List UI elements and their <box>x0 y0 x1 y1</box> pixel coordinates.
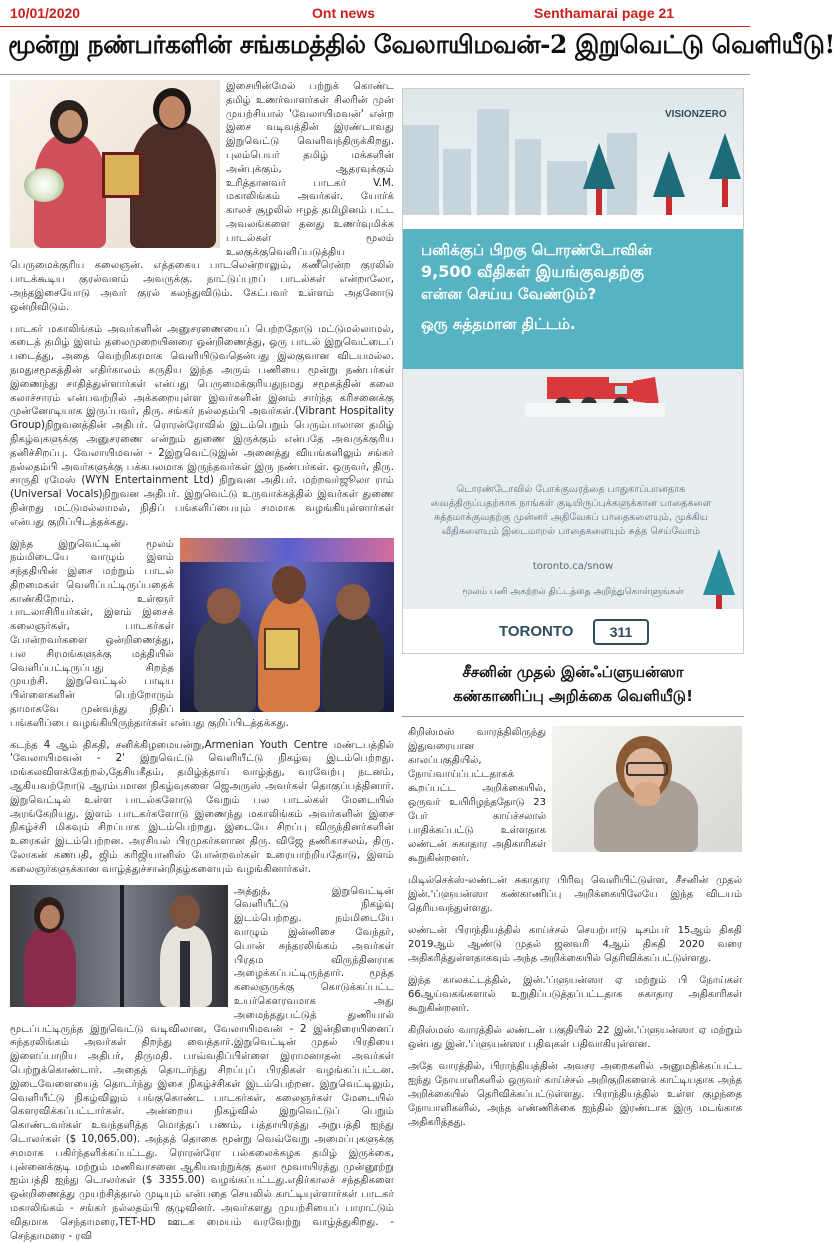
article-headline: மூன்று நண்பர்களின் சங்கமத்தில் வேலாயிமவன்-2 இறுவெட்டு வெளியீடு! <box>8 30 835 59</box>
visionzero-logo: VISIONZERO <box>665 109 727 120</box>
singers-award-photo <box>10 80 220 248</box>
flu-paragraph-4: இந்த காலகட்டத்தில், இன்.'ப்ளுயன்ஸா ஏ மற்றும் பி நோய்கள் 66ஆய்வகங்களால் உறுதிப்படுத்தப்பட்டதாக சுகாதார அதிகாரிகள் கூறுகின்றனர். <box>408 975 742 1014</box>
flu-title-line-2: கண்காணிப்பு அறிக்கை வெளியீடு! <box>453 687 693 705</box>
page-header <box>0 0 750 27</box>
article-paragraph-1: இசையின்மேல் பற்றுக் கொண்ட தமிழ் உணர்வாளர்கள் சிலரின் முன் முயற்சியால் 'வேலாயிமவன்' என்ற இசை வடிவத்தின் இரண்டாவது இறுவெட்டு வெளிவந்திருக்கிறது. புலம்பெயர் தமிழ் மக்களின் அன்புக்கும், ஆதரவுக்கும் உரித்தானவர் பாடகர் V.M. மகாலிங்கம் அவர்கள். யோர்க் காலச் சூழலில் ஈழத் தமிழினம் பட்ட அவலங்களை தனது உணர்வுமிக்க பாடல்கள் மூலம் உலகுக்குவெளிப்படுத்திய பெருமைக்குரிய கலைஞன். எத்தகைய பாடலென்றாலும், கணீரென்ற குரலில் பாடக்கூடிய குரல்வளம் அவருக்கு. நாட்டுப்புறப் பாடல்கள் என்றாலோ, அந்தஇசையோடு அவர் குரல் கலந்துவிடும். கேட்பவர் உள்ளம் அதனோடு ஒன்றிவிடும். <box>10 81 394 313</box>
stage-performers-photo <box>10 885 228 1007</box>
coughing-woman-photo <box>552 726 742 852</box>
ad-tagline: மூலம் பனி அகற்றல் திட்டத்தை அறிந்துகொள்ளுங்கள் <box>462 587 684 597</box>
three-friends-photo <box>180 538 394 712</box>
article-paragraph-3: இந்த இறுவெட்டின் மூலம் நம்மிடையே வாழும் இளம் சந்ததியின் இசை மற்றும் பாடல் திறமைகள் வெளிப்பட்டிருப்பதைக் காண்கிறோம். உள்ளூர் பாடலாசிரியர்கள், இளம் இசைக் கலைஞர்கள், பாடகர்கள் போன்றவர்களை ஒன்றிணைத்து, பல சிரமங்களுக்கு மத்தியில் வெளிப்பட்டிருப்பது சிறந்த முயற்சி. இறுவெட்டில் பாடிய பிள்ளைகளின் பெற்றோரும் தாமாகவே முன்வந்து நிதிப் பங்களிப்பை வழங்கியிருந்தார்கள் என்பது குறிப்பிடத்தக்கது. <box>10 538 289 729</box>
flu-paragraph-1: கிறிஸ்மஸ் வாரத்திலிருந்து இதுவரையான காலப்பகுதியில், நோய்வாய்ப்பட்டதாகக் கூறப்பட்ட அறிக்கையில், ஒருவர் உயிரிழந்ததோடு 23 பேர் காய்ச்சலால் பாதிக்கப்பட்டு உள்ளதாக லண்டன் சுகாதார அதிகாரிகள் கூறுகின்றனர். <box>408 727 546 864</box>
main-article <box>10 80 394 1242</box>
article-paragraph-5: அத்துத், இறுவெட்டின் வெளியீட்டு நிகழ்வு இடம்பெற்றது. நம்மிடையே வாழும் இன்னிசை வேந்தர், பொன் சுந்தரலிங்கம் அவர்கள் பிரதம விருந்தினராக அழைக்கப்பட்டிருந்தார். மூத்த கலைஞருக்கு கொடுக்கப்பட்ட உயர்கௌரவமாக அது அமைந்ததுபட்டுத் துணியால் மூடப்பட்டிருந்த இறுவெட்டு வடிவிலான, வேலாயிமவன் - 2 இன்திரையினைப் சுந்தரலிங்கம் அவர்கள் திறந்து வைத்தார்.இறுவெட்டின் முதல் பிரதியை இளைப்பாறிய அதிபர், திருமதி. பாவ்வதிப்பிள்ளை இராமனாதன் அவர்கள் பெற்றுக்கொண்டார். அதைத் தொடர்ந்து சிறப்புப் பிரதிகள் வழங்கப்பட்டன. இடைவேளையைத் தொடர்ந்து இசை நிகழ்ச்சிகள் இடம்பெற்றன. இறுவெட்டிலும், வெளியீட்டு நிகழ்விலும் பங்குகொண்ட பாடகர்கள், கலைஞர்கள் மேடையில் கௌரவிக்கப்பட்டார்கள். அன்றைய நிகழ்வில் இறுவெட்டுப் பெறும் கொண்டவர்கள் உவந்தளித்த மொத்தப் பணம், பத்தாயிரத்து அறுபத்தி ஐந்து டொலர்கள் ($ 10,065.00). அந்தத் தொகை மூன்று வெவ்வேறு அமைப்புகளுக்கு சமமாக பகிர்ந்தளிக்கப்பட்டது. ரொரன்ரோ பல்கலைக்கழக தமிழ் இருக்கை, புன்னைக்குடி மற்றும் மணிவாசனை ஆகியவற்றுக்கு தலா மூவாயிரத்து முன்னூற்று ஐம்பத்தி ஐந்து டொலர்கள் ($ 3355.00) வழங்கப்பட்டது.எதிர்காலச் சந்ததிகளை ஒன்றிணைத்து முயற்சித்தால் முடியும் என்பதை செயலில் காட்டியுள்ளார்கள் பாடகர் மகாலிங்கம் - சங்கர் நல்லதம்பி குழுவினர். அவர்களது முயற்சியைப் பாராட்டும் விதமாக செந்தாமரை,TET-HD ஊடக மையம் வரவேற்று வாழ்த்துகிறது. - செந்தாமரை - ரவி <box>10 885 394 1242</box>
headline-divider <box>0 74 750 75</box>
ad-line-1: பனிக்குப் பிறகு டொரண்டோவின் <box>421 241 653 259</box>
section-name: Ont news <box>312 5 376 21</box>
flu-report-headline <box>402 660 744 708</box>
ad-line-4: ஒரு சுத்தமான திட்டம். <box>421 315 576 333</box>
issue-date: 10/01/2020 <box>10 5 81 21</box>
publication-page: Senthamarai page 21 <box>534 5 675 21</box>
ad-website-link[interactable]: toronto.ca/snow <box>532 561 614 572</box>
flu-paragraph-6: அதே வாரத்தில், பிராந்தியத்தின் அவசர அறைகளில் அனுமதிக்கப்பட்ட ஐந்து நோயாளிகளில் ஒருவர் காய்ச்சல் அறிகுறிகளைக் காட்டியதாக அந்த அறிக்கையில் தெரிவிக்கப்பட்டுள்ளது. பிராந்தியத்தில் உள்ள குழந்தை நோயாளிகளில், அந்த எண்ணிக்கை ஐந்தில் இரண்டாக இரு மடங்காக அதிகரித்தது. <box>408 1061 742 1128</box>
article-paragraph-4: கடந்த 4 ஆம் திகதி, சனிக்கிழமையன்று,Armenian Youth Centre மண்டபத்தில் 'வேலாயிமவன் - 2' இறுவெட்டு வெளியீட்டு நிகழ்வு இடம்பெற்றது. மங்கலவிளக்கேற்றல்,தேசியகீதம், தமிழ்த்தாய் வாழ்த்து, வரவேற்பு நடனம், ஆகியவற்றோடு ஆரம்பமான நிகழ்வுகளை ஜெஅருஸ் அவர்கள் தொகுப்பத்தினார். இறுவெட்டில் உள்ள பாடல்களோடு வேறும் பல பாடல்கள் மேடையில் அரங்கேறியது. இளம் பாடகர்களோடு இணைந்து மகாலிங்கம் அவர்களின் இசை நிகழ்ச்சி மிகவும் சிறப்பாக இடம்பெற்றது. இடையே சிறப்பு விருந்தினர்களின் உரைகள் இடம்பெற்றன. அரசியல் பிரமுகர்களான திரு. விஜே தணிகாசலம், திரு. லோகன் கணபதி, ஜிம் கரிஜியானிஸ் போன்றவர்கள் உரையாற்றியதோடு, இளம் கலைஞர்களுக்கான வாழ்த்துச்சான்றிதழ்களையும் வழங்கினார்கள். <box>10 739 394 875</box>
flu-paragraph-5: கிறிஸ்மஸ் வாரத்தில் லண்டன் பகுதியில் 22 இன்.'ப்ளுயன்ஸா ஏ மற்றும் ஒன்பது இன்.'ப்ளுயன்ஸா பதிவுகள் பதிவாகியுள்ளன. <box>408 1025 742 1050</box>
tree-icon <box>703 549 735 595</box>
ad-line-2: 9,500 வீதிகள் இயங்குவதற்கு <box>421 262 645 281</box>
ad-headline <box>421 239 721 335</box>
flu-paragraph-2: மிடில்செக்ஸ்-லண்டன் சுகாதார பிரிவு வெளியிட்டுள்ள, சீசனின் முதல் இன்.'ப்ளுயன்ஸா கண்காணிப்பு அறிக்கையிலேயே இந்த விடயம் தெரியவந்துள்ளது. <box>408 875 742 914</box>
toronto-311-logo: 311 <box>593 619 649 645</box>
flu-divider <box>402 716 744 717</box>
flu-article <box>408 726 742 1196</box>
ad-line-3: என்ன செய்ய வேண்டும்? <box>421 285 597 303</box>
ad-body-text: டொரண்டோவில் போக்குவரத்தை பாதுகாப்பானதாக வைத்திருப்பதற்காக நாங்கள் குடியிருப்புக்களுக்கான பாதைகளை சுத்தமாக்குவதற்கு முன்னர் அதிவேகப் பாதைகளையும், முக்கிய வீதிகளையும் இடைமாறல் பாதைகளையும் சுத்த செய்வோம் <box>430 484 712 537</box>
flu-paragraph-3: லண்டன் பிராந்தியத்தில் காய்ச்சல் செயற்பாடு டிசம்பர் 15ஆம் திகதி 2019ஆம் ஆண்டு முதல் ஜனவரி 4ஆம் திகதி 2020 வரை அதிகரித்துள்ளதாகவும் அந்த அறிக்கையில் தெரிவிக்கப்பட்டுள்ளது. <box>408 925 742 964</box>
snow-plan-advertisement[interactable] <box>402 88 744 654</box>
flu-title-line-1: சீசனின் முதல் இன்ஃப்ளுயன்ஸா <box>462 663 684 681</box>
toronto-logo: TORONTO <box>499 623 574 640</box>
snowplow-icon <box>525 367 665 417</box>
article-paragraph-2: பாடகர் மகாலிங்கம் அவர்களின் அனுசரணையைப் பெற்றதோடு மட்டுமல்லாமல், கடைத் தமிழ் இளம் தலைமுறையினரை ஒன்றிணைத்து, ஒரு பாடல் இறுவெட்டைப் படைத்து, அதை வெற்றிகரமாக வெளியிடுவதென்பது இலகுவான விடயமல்ல. நமதுசமூகத்தின் எதிர்காலம் கருதிய இந்த அரும் பணியை மூன்று நண்பர்கள் இணைந்து சாதித்துள்ளார்கள் என்பது பெருமைக்குரியதுநமது சமூகத்தின் கலை கலாச்சாரம் என்பவற்றில் அக்கறையுள்ள இவர்களின் இனம் சார்ந்த கரிசனைக்கு முன்னோடியாக இருப்பவர், திரு. சங்கர் நல்லதம்பி அவர்கள்.(Vibrant Hospitality Group)நிறுவனத்தின் அதிபர். ரொரன்ரோவில் இடம்பெறும் பெரும்பாலான தமிழ் நிகழ்வுகளுக்கு அனுசரணை என்றும் துணை இருக்கும் என்பதே அவருக்குரிய தனிச்சிறப்பு. வேலாயிமவன் - 2இறுவெட்டுஇன் அனைத்து வியங்களிலும் சங்கர் நல்லதம்பி அவர்களுக்கு பக்கபலமாக இருந்தவர்கள் இரு நண்பர்கள். ஒருவர், திரு. சாருதி ரமேஸ் (WYN Entertainment Ltd) நிறுவன அதிபர். மற்றவர்ஜூலா ராம் (Universal Vocals)நிறுவன அதிபர். இறுவெட்டு உருவாக்கத்தில் இவர்கள் துணை நின்றது மட்டுமல்லாமல், நிதிப் பங்களிப்பையும் சமமாக வழங்கியுள்ளார்கள் என்பது குறிப்பிடத்தக்கது. <box>10 323 394 528</box>
